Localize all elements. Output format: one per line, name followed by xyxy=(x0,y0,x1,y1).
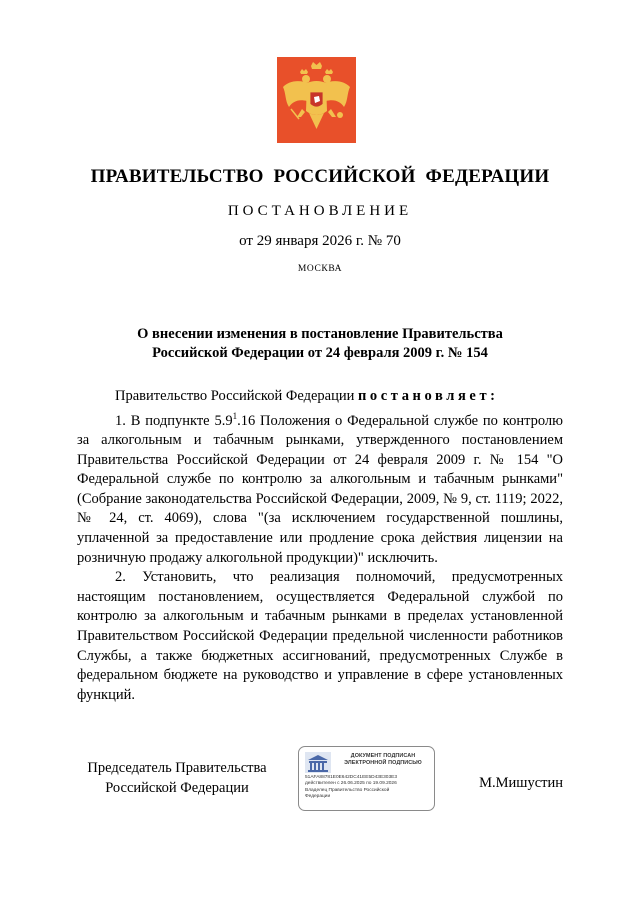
coat-of-arms-icon xyxy=(277,57,356,143)
clause-1 xyxy=(77,407,563,569)
preamble-paragraph xyxy=(77,387,563,407)
signer-position xyxy=(77,759,277,798)
preamble-text: Правительство Российской Федерации xyxy=(115,388,358,404)
document-body xyxy=(77,387,563,705)
stamp-owner-line-2: Федерации xyxy=(305,794,331,800)
subject-line-2: Российской Федерации от 24 февраля 2009 г. № 154 xyxy=(152,345,488,361)
document-type: ПОСТАНОВЛЕНИЕ xyxy=(227,203,413,219)
stamp-title-line-1: ДОКУМЕНТ ПОДПИСАН xyxy=(350,753,416,759)
clause-1-part-a: 1. В подпункте 5.9 xyxy=(115,412,233,429)
signer-name: М.Мишустин xyxy=(479,775,563,791)
stamp-title xyxy=(335,753,431,767)
stamp-owner-line-1: Владелец Правительство Российской xyxy=(305,787,390,793)
government-building-icon xyxy=(305,752,331,773)
document-city: МОСКВА xyxy=(297,264,343,274)
clause-1-part-b: .16 Положения о Федеральной службе по контролю за алкогольным и табачным рынками, утвержденного постановлением Правительства Российской Федерации от 24 февраля 2009 г. № 154 "О Федеральной службе по контролю за алкогольным и табачным рынками" (Собрание законодательства Российской Федерации, 2009, № 9, ст. 1119; 2022, № 24, ст. 4069), слова "(за исключением государственной пошлины, уплаченной за предоставление или продление срока действия лицензии на розничную продажу алкогольной продукции)" исключить. xyxy=(77,412,563,566)
government-title: ПРАВИТЕЛЬСТВО РОССИЙСКОЙ ФЕДЕРАЦИИ xyxy=(90,166,550,187)
document-date-number: от 29 января 2026 г. № 70 xyxy=(239,233,401,249)
stamp-details xyxy=(305,775,433,801)
signer-position-line-1: Председатель Правительства xyxy=(87,760,267,776)
subject-line-1: О внесении изменения в постановление Правительства xyxy=(137,326,503,342)
signer-position-line-2: Российской Федерации xyxy=(105,779,249,796)
stamp-validity: действителен с 26.06.2025 по 19.09.2026 xyxy=(305,781,397,787)
clause-2: 2. Установить, что реализация полномочий, предусмотренных настоящим постановлением, осуществляется Федеральной службой по контролю за алкогольным и табачным рынками в пределах установленной Правительством Российской Федерации предельной численности работников Службы, а также бюджетных ассигнований, предусмотренных Службе в федеральном бюджете на руководство и управление в сфере установленных функций. xyxy=(77,569,563,703)
stamp-serial: 51AFA88781E0E642DC41EE5D43E303E3 xyxy=(305,775,398,780)
stamp-title-line-2: ЭЛЕКТРОННОЙ ПОДПИСЬЮ xyxy=(344,760,422,766)
electronic-signature-stamp xyxy=(298,746,435,811)
decree-word: постановляет: xyxy=(357,388,499,404)
clause-1-superscript: 1 xyxy=(232,410,238,421)
document-subject xyxy=(100,325,540,363)
